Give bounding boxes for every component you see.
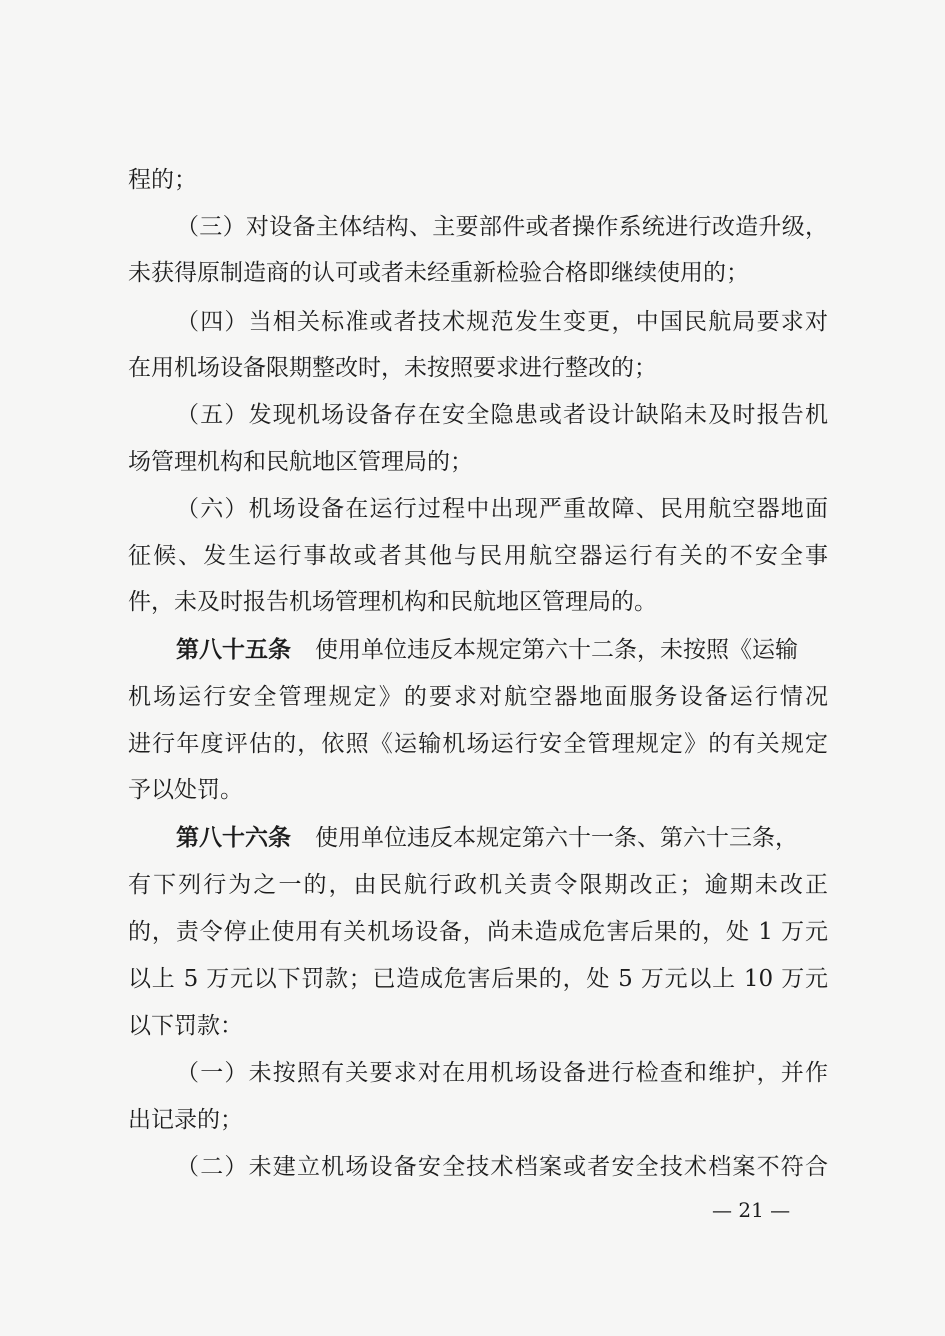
text-line: （四）当相关标准或者技术规范发生变更，中国民航局要求对 <box>176 309 828 335</box>
text-line: 进行年度评估的，依照《运输机场运行安全管理规定》的有关规定 <box>128 731 828 757</box>
text-line: 机场运行安全管理规定》的要求对航空器地面服务设备运行情况 <box>128 684 828 710</box>
text-line: 的，责令停止使用有关机场设备，尚未造成危害后果的，处 1 万元 <box>128 919 828 945</box>
text-line: 在用机场设备限期整改时，未按照要求进行整改的； <box>128 355 657 381</box>
text-line: 以上 5 万元以下罚款；已造成危害后果的，处 5 万元以上 10 万元 <box>128 966 828 992</box>
text-line: 予以处罚。 <box>128 777 243 803</box>
article-85-heading: 第八十五条 <box>176 636 291 663</box>
text-span: 使用单位违反本规定第六十二条，未按照《运输 <box>315 637 798 663</box>
article-86-line <box>176 823 828 853</box>
text-line: 以下罚款： <box>128 1013 243 1039</box>
article-86-heading: 第八十六条 <box>176 824 291 851</box>
text-line: 场管理机构和民航地区管理局的； <box>128 449 473 475</box>
text-line: （一）未按照有关要求对在用机场设备进行检查和维护，并作 <box>176 1060 828 1086</box>
text-line: 有下列行为之一的，由民航行政机关责令限期改正；逾期未改正 <box>128 872 828 898</box>
page-number: — 21 — <box>712 1198 791 1222</box>
article-85-line <box>176 635 828 665</box>
text-line: 件，未及时报告机场管理机构和民航地区管理局的。 <box>128 589 657 615</box>
text-line: （六）机场设备在运行过程中出现严重故障、民用航空器地面 <box>176 496 828 522</box>
text-line: 征候、发生运行事故或者其他与民用航空器运行有关的不安全事 <box>128 543 828 569</box>
text-line: 出记录的； <box>128 1107 243 1133</box>
text-line: 未获得原制造商的认可或者未经重新检验合格即继续使用的； <box>128 260 749 286</box>
text-line: （三）对设备主体结构、主要部件或者操作系统进行改造升级， <box>176 214 828 240</box>
text-line: （五）发现机场设备存在安全隐患或者设计缺陷未及时报告机 <box>176 402 828 428</box>
text-span: 使用单位违反本规定第六十一条、第六十三条， <box>315 825 798 851</box>
text-line: 程的； <box>128 167 197 193</box>
text-line: （二）未建立机场设备安全技术档案或者安全技术档案不符合 <box>176 1154 828 1180</box>
